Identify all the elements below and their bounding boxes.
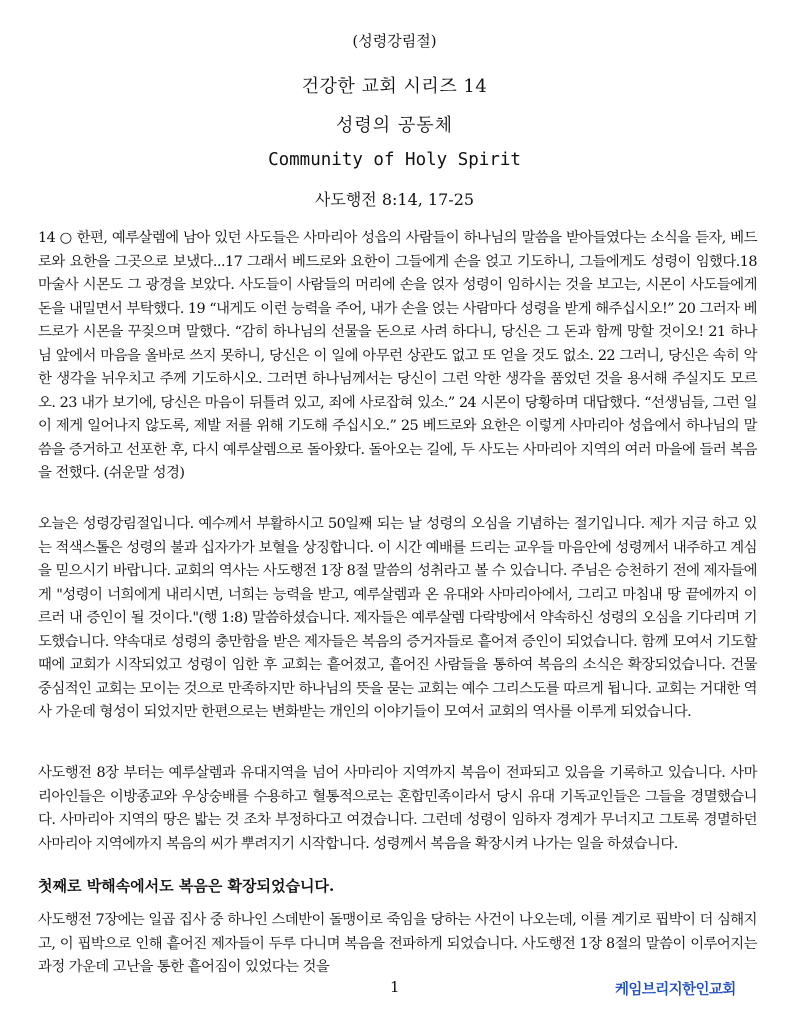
body-paragraph-2: 사도행전 8장 부터는 예루살렘과 유대지역을 넘어 사마리아 지역까지 복음이 전파되고 있음을 기록하고 있습니다. 사마리아인들은 이방종교와 우상숭배를 수용하고 혈통적으로는 혼합민족이라서 당시 유대 기독교인들은 그들을 경멸했습니다. 사마리아 지역의 땅은 밟는 것 조차 부정하다고 여겼습니다. 그런데 성령이 임하자 경계가 무너지고 그토록 경멸하던 사마리아 지역에까지 복음의 씨가 뿌려지기 시작합니다. 성령께서 복음을 확장시켜 나가는 일을 하셨습니다. (38, 765, 757, 852)
series-title: 건강한 교회 시리즈 14 (301, 76, 488, 97)
section-heading-1: 첫째로 박해속에서도 복음은 확장되었습니다. (38, 877, 335, 895)
english-title: Community of Holy Spirit (268, 150, 521, 170)
event-label: (성령강림절) (352, 32, 437, 50)
page-number: 1 (390, 978, 400, 996)
body-paragraph-1: 오늘은 성령강림절입니다. 예수께서 부활하시고 50일째 되는 날 성령의 오심을 기념하는 절기입니다. 제가 지금 하고 있는 적색스톨은 성령의 불과 십자가가 보혈을 상징합니다. 이 시간 예배를 드리는 교우들 마음안에 성령께서 내주하고 계심을 믿으시기 바랍니다. 교회의 역사는 사도행전 1장 8절 말씀의 성취라고 볼 수 있습니다. 주님은 승천하기 전에 제자들에게 "성령이 너희에게 내리시면, 너희는 능력을 받고, 예루살렘과 온 유대와 사마리아에서, 그리고 마침내 땅 끝에까지 이르러 내 증인이 될 것이다."(행 1:8) 말씀하셨습니다. 제자들은 예루살렘 다락방에서 약속하신 성령의 오심을 기다리며 기도했습니다. 약속대로 성령의 충만함을 받은 제자들은 복음의 증거자들로 흩어져 증인이 되었습니다. 함께 모여서 기도할때에 교회가 시작되었고 성령이 임한 후 교회는 흩어졌고, 흩어진 사람들을 통하여 복음의 소식은 확장되었습니다. 건물 중심적인 교회는 모이는 것으로 만족하지만 하나님의 뜻을 묻는 교회는 예수 그리스도를 따르게 됩니다. 교회는 거대한 역사 가운데 형성이 되었지만 한편으로는 변화받는 개인의 이야기들이 모여서 교회의 역사를 이루게 되었습니다. (38, 516, 757, 720)
body-paragraph-3: 사도행전 7장에는 일곱 집사 중 하나인 스데반이 돌맹이로 죽임을 당하는 사건이 나오는데, 이를 계기로 핍박이 더 심해지고, 이 핍박으로 인해 흩어진 제자들이 두루 다니며 복음을 전파하게 되었습니다. 사도행전 1장 8절의 말씀이 이루어지는 과정 가운데 고난을 통한 흩어짐이 있었다는 것을 (38, 912, 757, 975)
scripture-passage: 14 ○ 한편, 예루살렘에 남아 있던 사도들은 사마리아 성읍의 사람들이 하나님의 말씀을 받아들였다는 소식을 듣자, 베드로와 요한을 그곳으로 보냈다...17 그래서 베드로와 요한이 그들에게 손을 얹고 기도하니, 그들에게도 성령이 임했다.18 마술사 시몬도 그 광경을 보았다. 사도들이 사람들의 머리에 손을 얹자 성령이 임하시는 것을 보고는, 시몬이 사도들에게 돈을 내밀면서 부탁했다. 19 “내게도 이런 능력을 주어, 내가 손을 얹는 사람마다 성령을 받게 해주십시오!” 20 그러자 베드로가 시몬을 꾸짖으며 말했다. “감히 하나님의 선물을 돈으로 사려 하다니, 당신은 그 돈과 함께 망할 것이오! 21 하나님 앞에서 마음을 올바로 쓰지 못하니, 당신은 이 일에 아무런 상관도 없고 또 얻을 것도 없소. 22 그러니, 당신은 속히 악한 생각을 뉘우치고 주께 기도하시오. 그러면 하나님께서는 당신이 그런 악한 생각을 품었던 것을 용서해 주실지도 모르오. 23 내가 보기에, 당신은 마음이 뒤틀려 있고, 죄에 사로잡혀 있소.” 24 시몬이 당황하며 대답했다. “선생님들, 그런 일이 제게 일어나지 않도록, 제발 저를 위해 기도해 주십시오.” 25 베드로와 요한은 이렇게 사마리아 성읍에서 하나님의 말씀을 증거하고 선포한 후, 다시 예루살렘으로 돌아왔다. 돌아오는 길에, 두 사도는 사마리아 지역의 여러 마을에 들러 복음을 전했다. (쉬운말 성경) (38, 230, 757, 481)
scripture-reference: 사도행전 8:14, 17-25 (314, 190, 475, 209)
sermon-title: 성령의 공동체 (335, 115, 454, 136)
church-name: 케임브리지한인교회 (615, 982, 736, 998)
